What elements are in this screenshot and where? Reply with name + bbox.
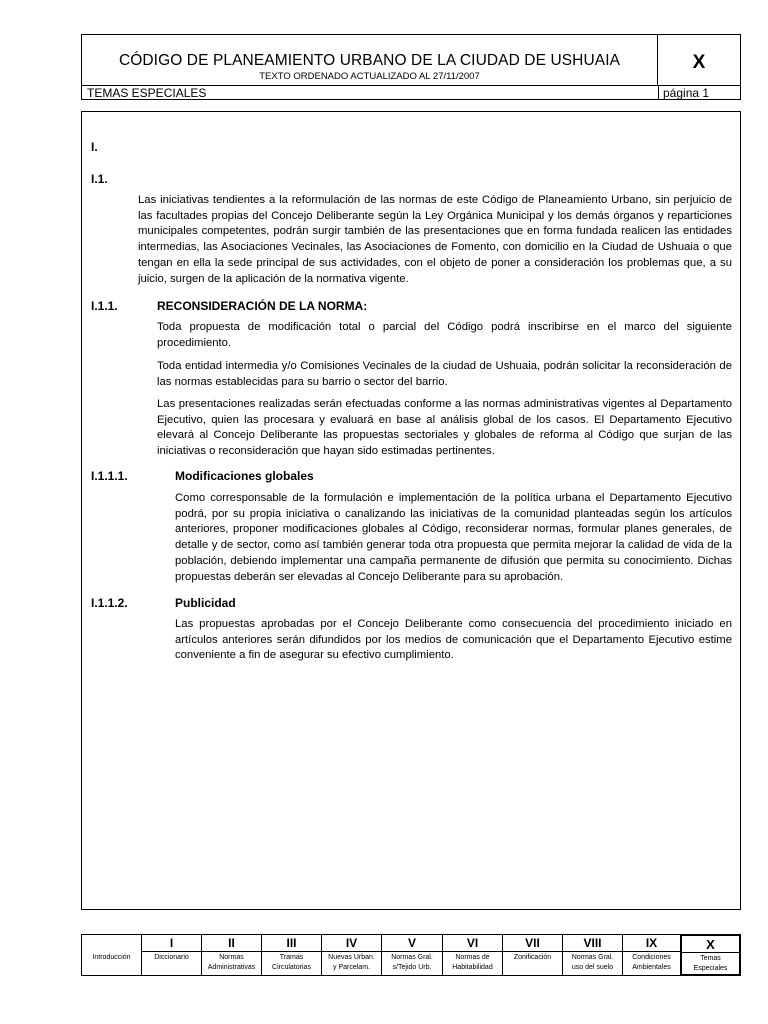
nav-section-IX[interactable] <box>622 935 680 975</box>
document-title: CÓDIGO DE PLANEAMIENTO URBANO DE LA CIUDAD DE USHUAIA <box>118 52 621 69</box>
nav-label: Introducción <box>92 954 131 961</box>
nav-roman: VI <box>443 935 502 952</box>
content-box <box>81 111 741 910</box>
nav-section-I[interactable] <box>141 935 201 975</box>
heading-label: RECONSIDERACIÓN DE LA NORMA: <box>157 299 368 313</box>
nav-section-III[interactable] <box>261 935 321 975</box>
nav-roman: III <box>262 935 321 952</box>
heading-label: Modificaciones globales <box>175 469 314 483</box>
paragraph-I11-c: Las presentaciones realizadas serán efectuadas conforme a las normas administrativas vigentes al Departamento Ejecutivo, quien las procesara y evaluará en base al análisis global de los casos. El Departamento Ejecutivo elevará al Concejo Deliberante las propuestas sectoriales y globales de reforma al Código que surjan de las iniciativas o reconsideración que hayan sido estimadas pertinentes. <box>157 398 732 458</box>
nav-roman: II <box>202 935 261 952</box>
nav-section-VIII[interactable] <box>562 935 622 975</box>
heading-label: Publicidad <box>175 596 236 610</box>
nav-introduccion[interactable] <box>82 935 141 975</box>
title-cell <box>82 35 658 85</box>
section-name: TEMAS ESPECIALES <box>87 86 207 100</box>
nav-section-X[interactable] <box>680 934 741 976</box>
nav-roman: I <box>142 935 201 952</box>
paragraph-I11-b: Toda entidad intermedia y/o Comisiones Vecinales de la ciudad de Ushuaia, podrán solicitar la reconsideración de las normas establecidas para su barrio o sector del barrio. <box>157 360 732 388</box>
nav-roman: VIII <box>563 935 622 952</box>
page-number: página 1 <box>658 86 740 100</box>
nav-label: Condiciones Ambientales <box>632 954 671 971</box>
paragraph-I112: Las propuestas aprobadas por el Concejo Deliberante como consecuencia del procedimiento iniciado en artículos anteriores serán difundidos por los medios de comunicación que el Departamento Ejecutivo estime conveniente a fin de asegurar su efectivo cumplimiento. <box>175 618 732 662</box>
nav-label: Normas de Habitabilidad <box>452 954 493 971</box>
section-mark: X <box>692 52 706 73</box>
nav-label: Zonificación <box>513 954 552 961</box>
nav-roman: X <box>682 936 739 953</box>
nav-label: Normas Gral. uso del suelo <box>571 954 614 971</box>
nav-section-IV[interactable] <box>321 935 381 975</box>
nav-section-VII[interactable] <box>502 935 562 975</box>
nav-label: Temas Especiales <box>693 955 728 972</box>
document-subtitle: TEXTO ORDENADO ACTUALIZADO AL 27/11/2007 <box>259 71 480 82</box>
header-info-row <box>82 85 740 100</box>
heading-number: I.1.1.1. <box>91 469 128 483</box>
nav-roman: VII <box>503 935 562 952</box>
nav-roman: IX <box>623 935 680 952</box>
heading-number: I.1. <box>91 172 108 186</box>
section-nav <box>81 934 741 976</box>
nav-label: Normas Administrativas <box>207 954 256 971</box>
document-header <box>81 34 741 100</box>
paragraph-I11-a: Toda propuesta de modificación total o parcial del Código podrá inscribirse en el marco del siguiente procedimiento. <box>157 321 732 349</box>
nav-label: Tramas Circulatorias <box>272 954 311 971</box>
nav-section-V[interactable] <box>381 935 442 975</box>
nav-roman: IV <box>322 935 381 952</box>
paragraph-I111: Como corresponsable de la formulación e implementación de la política urbana el Departamento Ejecutivo podrá, por su propia iniciativa o canalizando las iniciativas de la comunidad planteadas según los artículos anteriores, proponer modificaciones globales al Código, reconsiderar normas, formular planes generales, de detalle y de sector, como así también generar toda otra propuesta que permita mejorar la calidad de vida de la población, debiendo implementar una campaña permanente de difusión que permita su conocimiento. Dichas propuestas deberán ser elevadas al Concejo Deliberante para su aprobación. <box>175 492 732 583</box>
nav-roman: V <box>382 935 442 952</box>
nav-section-II[interactable] <box>201 935 261 975</box>
heading-number: I.1.1. <box>91 299 118 313</box>
heading-number: I. <box>91 140 98 154</box>
paragraph-I1: Las iniciativas tendientes a la reformulación de las normas de este Código de Planeamiento Urbano, sin perjuicio de las facultades propias del Concejo Deliberante según la Ley Orgánica Municipal y los demás órganos y reparticiones municipales competentes, podrán surgir también de las presentaciones que en forma fundada realicen las entidades intermedias, las Asociaciones Vecinales, las Asociaciones de Fomento, con domicilio en la Ciudad de Ushuaia o que tengan en ella la sede principal de sus actividades, con el objeto de poner a consideración los problemas que, a su juicio, surgen de la aplicación de la normativa vigente. <box>138 194 732 285</box>
nav-label: Nuevas Urban. y Parcelam. <box>328 954 375 971</box>
nav-label: Normas Gral. s/Tejido Urb. <box>391 954 433 971</box>
heading-number: I.1.1.2. <box>91 596 128 610</box>
nav-label: Diccionario <box>154 954 189 961</box>
nav-section-VI[interactable] <box>442 935 502 975</box>
